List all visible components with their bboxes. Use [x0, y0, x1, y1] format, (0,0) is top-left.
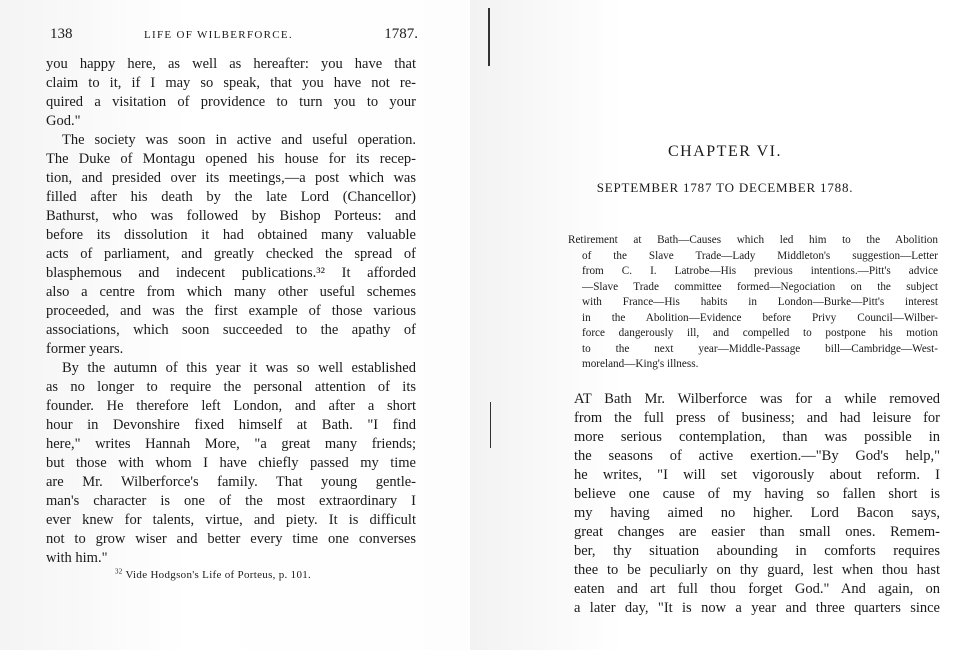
- summary-line: with France—His habits in London—Burke—Pitt's interest: [582, 296, 938, 308]
- text-line: eaten and art full thou forget God." And again, on: [574, 581, 940, 597]
- text-line: he writes, "I will set vigorously about reform. I: [574, 467, 940, 483]
- text-line: believe one cause of my having so fallen short is: [574, 486, 940, 502]
- text-line: proceeded, and was the first example of those various: [46, 303, 416, 319]
- text-line: associations, which soon succeeded to the apathy of: [46, 322, 416, 338]
- text-line: By the autumn of this year it was so well established: [62, 360, 416, 376]
- footnote-marker: 32: [115, 567, 123, 576]
- text-line: from the full press of business; and had leisure for: [574, 410, 940, 426]
- summary-line: moreland—King's illness.: [582, 358, 699, 370]
- text-line: hour in Devonshire fixed himself at Bath. "I find: [46, 417, 416, 433]
- text-line: as no longer to require the personal attention of its: [46, 379, 416, 395]
- text-line: you happy here, as well as hereafter: you have that: [46, 56, 416, 72]
- text-line: man's character is one of the most extraordinary I: [46, 493, 416, 509]
- running-year: 1787.: [384, 26, 418, 42]
- text-line: here," writes Hannah More, "a great many friends;: [46, 436, 416, 452]
- text-line: AT Bath Mr. Wilberforce was for a while removed: [574, 391, 940, 407]
- page-number: 138: [50, 26, 73, 42]
- text-line: filled after his death by the late Lord (Chancellor): [46, 189, 416, 205]
- text-line: God.": [46, 113, 81, 129]
- text-line: more serious contemplation, than was possible in: [574, 429, 940, 445]
- gutter-line-top: [488, 8, 490, 66]
- right-body-text: [574, 390, 940, 618]
- text-line: Bathurst, who was followed by Bishop Porteus: and: [46, 208, 416, 224]
- running-head: [44, 26, 418, 48]
- text-line: tion, and presided over its meetings,—a post which was: [46, 170, 416, 186]
- running-title: LIFE OF WILBERFORCE.: [144, 29, 293, 41]
- text-line: with him.": [46, 550, 108, 566]
- summary-line: from C. I. Latrobe—His previous intentions.—Pitt's advice: [582, 265, 938, 277]
- text-line: acts of parliament, and greatly checked the spread of: [46, 246, 416, 262]
- text-line: blasphemous and indecent publications.³² It afforded: [46, 265, 416, 281]
- chapter-dates: SEPTEMBER 1787 TO DECEMBER 1788.: [596, 180, 854, 195]
- summary-line: of the Slave Trade—Lady Middleton's suggestion—Letter: [582, 249, 938, 262]
- chapter-summary: [568, 233, 938, 373]
- summary-line: Retirement at Bath—Causes which led him to the Abolition: [568, 234, 938, 246]
- text-line: The Duke of Montagu opened his house for its recep-: [46, 151, 416, 167]
- text-line: claim to it, if I may so speak, that you have not re-: [46, 75, 416, 91]
- text-line: thee to be peculiarly on thy guard, lest when thou hast: [574, 562, 940, 578]
- summary-line: —Slave Trade committee formed—Negociation on the subject: [582, 280, 938, 293]
- text-line: ever knew for talents, virtue, and piety. It is difficult: [46, 512, 416, 528]
- text-line: quired a visitation of providence to turn you to your: [46, 94, 416, 110]
- text-line: ber, thy situation abounding in comforts requires: [574, 543, 940, 559]
- left-body-text: [46, 55, 416, 568]
- text-line: former years.: [46, 341, 124, 357]
- text-line: are Mr. Wilberforce's family. That young gentle-: [46, 474, 416, 490]
- footnote-text: Vide Hodgson's Life of Porteus, p. 101.: [125, 569, 312, 581]
- text-line: before its dissolution it had obtained many valuable: [46, 227, 416, 243]
- chapter-title: CHAPTER VI.: [668, 143, 782, 160]
- summary-line: to the next year—Middle-Passage bill—Cambridge—West-: [582, 342, 938, 355]
- text-line: a later day, "It is now a year and three quarters since: [574, 600, 940, 616]
- text-line: not to grow wiser and better every time one converses: [46, 531, 416, 547]
- text-line: the seasons of active exertion.—"By God's help,": [574, 448, 940, 464]
- text-line: my having aimed no higher. Lord Bacon says,: [574, 505, 940, 521]
- text-line: also a centre from which many other useful schemes: [46, 284, 416, 300]
- summary-line: in the Abolition—Evidence before Privy Council—Wilber-: [582, 311, 938, 324]
- text-line: but those with whom I have chiefly passed my time: [46, 455, 416, 471]
- summary-line: force dangerously ill, and compelled to postpone his motion: [582, 327, 938, 339]
- text-line: founder. He therefore left London, and after a short: [46, 398, 416, 414]
- text-line: great changes are easier than small ones. Remem-: [574, 524, 940, 540]
- gutter-line-middle: [490, 402, 491, 448]
- footnote: [115, 569, 311, 581]
- text-line: The society was soon in active and useful operation.: [62, 132, 416, 148]
